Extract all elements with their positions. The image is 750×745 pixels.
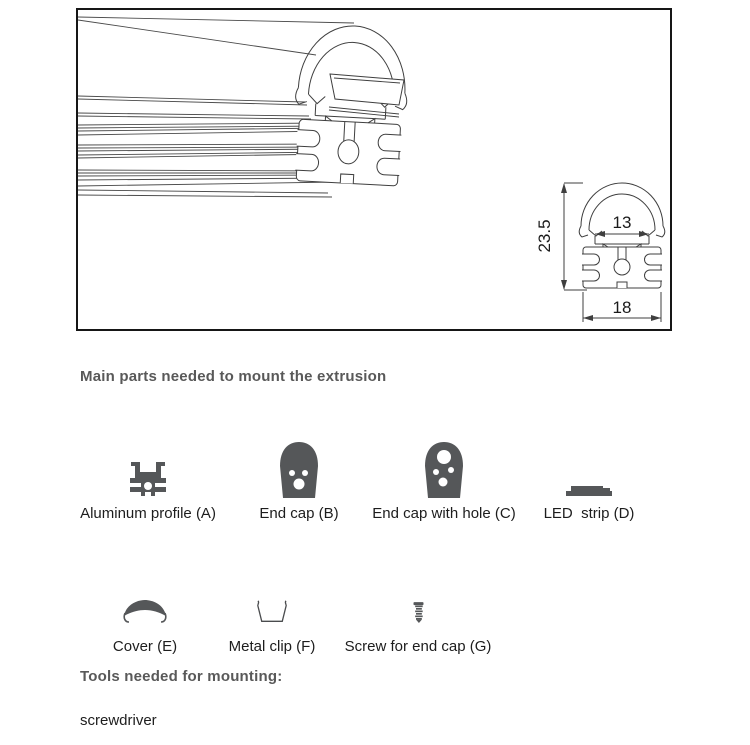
tool-item-screwdriver: screwdriver bbox=[80, 712, 157, 729]
tools-section-heading: Tools needed for mounting: bbox=[80, 668, 283, 685]
part-label: Metal clip (F) bbox=[228, 638, 316, 655]
part-item-cover bbox=[95, 583, 195, 655]
led-strip-icon bbox=[564, 484, 614, 498]
technical-drawing-box bbox=[76, 8, 672, 331]
part-label: Screw for end cap (G) bbox=[344, 638, 492, 655]
parts-section-heading: Main parts needed to mount the extrusion bbox=[80, 368, 387, 385]
dimension-inner-width-label: 13 bbox=[612, 213, 632, 232]
dimension-inner-width bbox=[595, 213, 649, 237]
perspective-end-face bbox=[291, 23, 410, 186]
part-item-screw bbox=[343, 583, 493, 655]
part-label: Aluminum profile (A) bbox=[80, 505, 216, 522]
dimension-outer-width-label: 18 bbox=[612, 298, 632, 317]
part-label: Cover (E) bbox=[112, 638, 178, 655]
aluminum-profile-icon bbox=[128, 462, 168, 498]
end-cap-with-hole-icon bbox=[421, 440, 467, 498]
dimension-height-label: 23.5 bbox=[535, 219, 554, 253]
extrusion-drawing bbox=[78, 10, 670, 329]
part-label: LED strip (D) bbox=[543, 505, 635, 522]
dimension-height bbox=[535, 183, 587, 290]
part-label: End cap (B) bbox=[259, 505, 339, 522]
part-item-end-cap bbox=[244, 430, 354, 522]
part-item-end-cap-with-hole bbox=[374, 430, 514, 522]
part-item-aluminum-profile bbox=[73, 430, 223, 522]
end-cap-icon bbox=[276, 440, 322, 498]
screw-icon bbox=[411, 600, 426, 626]
part-label: End cap with hole (C) bbox=[372, 505, 516, 522]
metal-clip-icon bbox=[250, 598, 294, 626]
part-item-metal-clip bbox=[222, 583, 322, 655]
cross-section-view bbox=[579, 183, 665, 288]
dimension-outer-width bbox=[583, 292, 661, 322]
part-item-led-strip bbox=[544, 430, 634, 522]
cover-icon bbox=[121, 599, 169, 626]
